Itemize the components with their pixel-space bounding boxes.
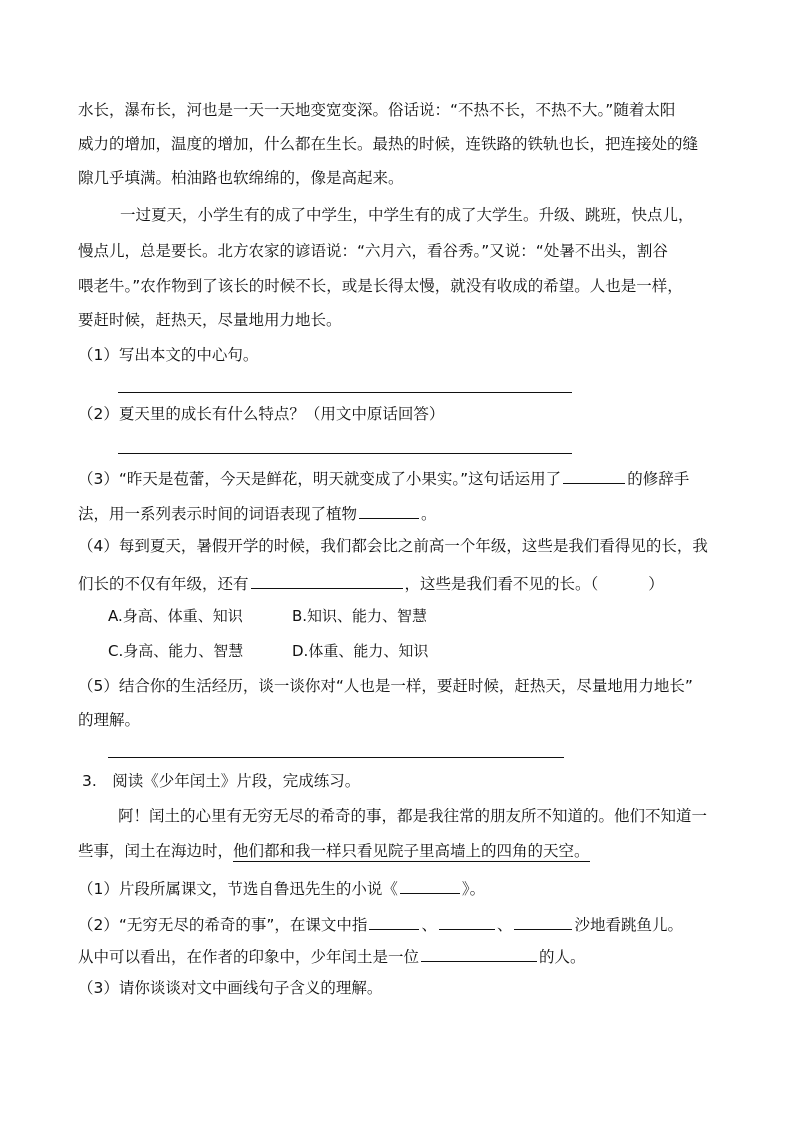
- question-4-line2: [78, 571, 664, 594]
- passage-line: 一过夏天，小学生有的成了中学生，中学生有的成了大学生。升级、跳班，快点儿，: [120, 206, 694, 224]
- section-3-q2-text-c: 从中可以看出，在作者的印象中，少年闰土是一位: [78, 948, 420, 966]
- passage-line: 慢点儿，总是要长。北方农家的谚语说：“六月六，看谷秀。”又说：“处暑不出头，割谷: [78, 242, 668, 260]
- question-3-text-a: （3）“昨天是苞蕾，今天是鲜花，明天就变成了小果实。”这句话运用了: [78, 470, 562, 488]
- answer-line-q2[interactable]: [118, 453, 572, 454]
- passage-line: 隙几乎填满。柏油路也软绵绵的，像是高起来。: [78, 169, 404, 187]
- blank-thing-3[interactable]: [514, 912, 572, 930]
- question-5-line1: （5）结合你的生活经历，谈一谈你对“人也是一样，要赶时候，赶热天，尽量地用力地长”: [78, 677, 693, 695]
- blank-novel-title[interactable]: [400, 876, 460, 894]
- blank-rhetoric[interactable]: [563, 466, 625, 484]
- option-b[interactable]: B.知识、能力、智慧: [292, 607, 428, 625]
- underlined-sentence: 他们都和我一样只看见院子里高墙上的四角的天空。: [233, 842, 590, 860]
- blank-character[interactable]: [421, 944, 537, 962]
- section-3-q2-text-a: （2）“无穷无尽的希奇的事”，在课文中指: [78, 916, 368, 934]
- answer-line-q5[interactable]: [108, 757, 564, 758]
- section-3-q2-text-d: 的人。: [539, 948, 586, 966]
- section-3-q2-line2: [78, 944, 586, 967]
- section-3-para-line1: 阿！闰土的心里有无穷无尽的希奇的事，都是我往常的朋友所不知道的。他们不知道一: [118, 807, 708, 825]
- question-3-line2: [78, 501, 437, 524]
- question-4-text-c: ）: [648, 575, 664, 593]
- separator: 、: [496, 916, 513, 934]
- question-5-line2: 的理解。: [78, 711, 141, 729]
- question-3-text-b: 的修辞手: [627, 470, 690, 488]
- passage-line: 威力的增加，温度的增加，什么都在生长。最热的时候，连铁路的铁轨也长，把连接处的缝: [78, 135, 699, 153]
- question-2: （2）夏天里的成长有什么特点？（用文中原话回答）: [78, 405, 445, 423]
- option-d[interactable]: D.体重、能力、知识: [292, 642, 429, 660]
- section-3-q2-text-b: 沙地看跳鱼儿。: [574, 916, 683, 934]
- question-4-text-a: 们长的不仅有年级，还有: [78, 575, 249, 593]
- separator: 、: [421, 916, 437, 934]
- question-3-text-d: 。: [421, 505, 437, 523]
- section-3-q1-text-b: 》。: [461, 880, 486, 898]
- passage-line: 要赶时候，赶热天，尽量地用力地长。: [78, 311, 342, 329]
- question-3-line1: [78, 466, 689, 489]
- option-c[interactable]: C.身高、能力、智慧: [108, 642, 244, 660]
- question-4-line1: （4）每到夏天，暑假开学的时候，我们都会比之前高一个年级，这些是我们看得见的长，我: [78, 537, 708, 555]
- section-3-q1-text-a: （1）片段所属课文，节选自鲁迅先生的小说《: [78, 880, 398, 898]
- question-3-text-c: 法，用一系列表示时间的词语表现了植物: [78, 505, 358, 523]
- passage-line: 喂老牛。”农作物到了该长的时候不长，或是长得太慢，就没有收成的希望。人也是一样，: [78, 277, 683, 295]
- blank-invisible-growth[interactable]: [251, 571, 403, 589]
- section-3-q3: （3）请你谈谈对文中画线句子含义的理解。: [78, 979, 383, 997]
- passage-line: 水长，瀑布长，河也是一天一天地变宽变深。俗话说：“不热不长，不热不大。”随着太阳: [78, 101, 676, 119]
- blank-thing-1[interactable]: [369, 912, 419, 930]
- question-4-text-b: ，这些是我们看不见的长。（: [404, 575, 599, 593]
- section-3-q2-line1: [78, 912, 683, 935]
- answer-line-q1[interactable]: [118, 392, 572, 393]
- option-a[interactable]: A.身高、体重、知识: [108, 607, 243, 625]
- section-3-q1: [78, 876, 485, 899]
- section-3-para-line2: [78, 841, 590, 861]
- question-1: （1）写出本文的中心句。: [78, 346, 259, 364]
- blank-plant[interactable]: [359, 501, 419, 519]
- section-3-title: 3. 阅读《少年闰土》片段，完成练习。: [82, 772, 361, 790]
- section-3-para-text: 些事，闰土在海边时，: [78, 842, 234, 860]
- blank-thing-2[interactable]: [439, 912, 495, 930]
